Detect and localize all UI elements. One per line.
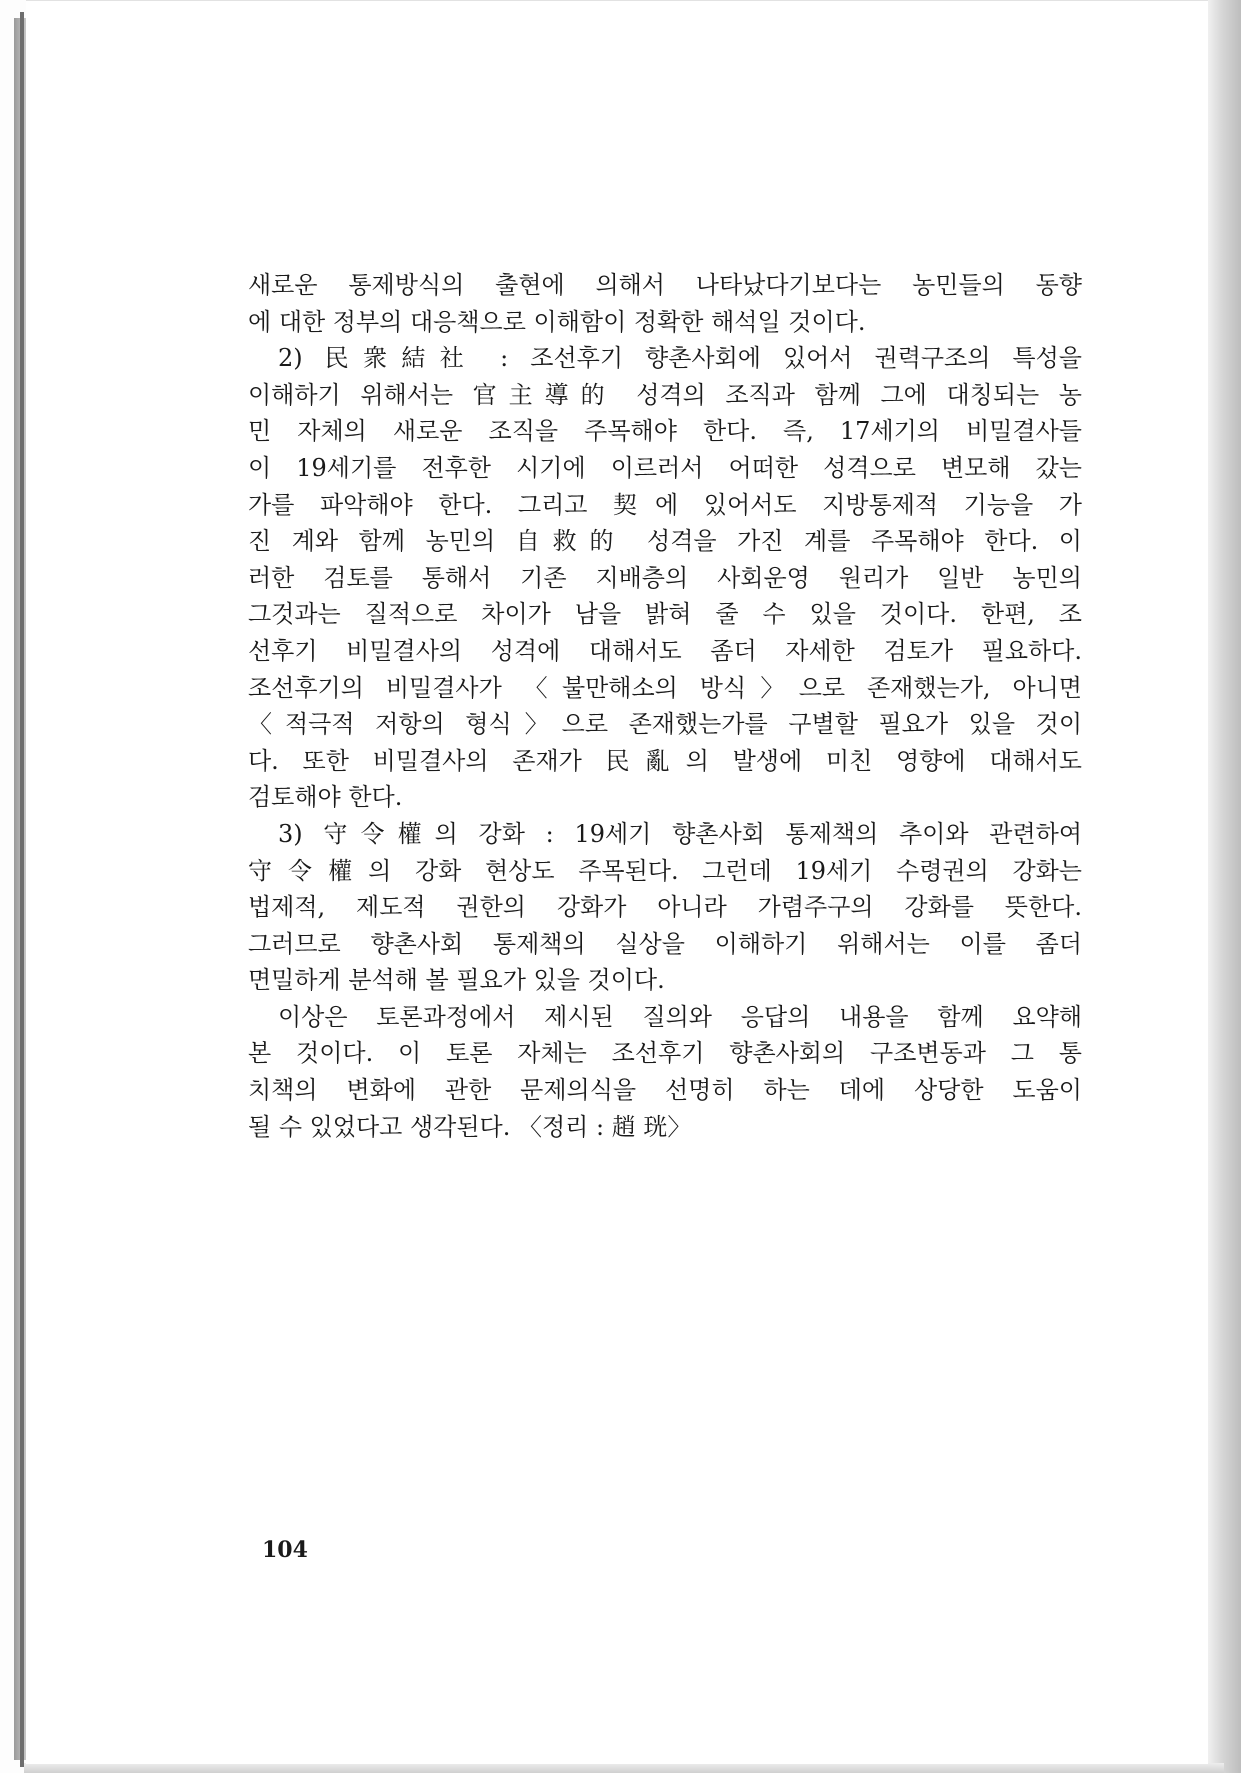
text-line: 민 자체의 새로운 조직을 주목해야 한다. 즉, 17세기의 비밀결사들 [248, 417, 1082, 446]
text-line: 새로운 통제방식의 출현에 의해서 나타났다기보다는 농민들의 동향 [248, 271, 1082, 299]
text-line: 검토해야 한다. [248, 783, 403, 812]
page-number: 104 [262, 1537, 308, 1563]
text-line: 러한 검토를 통해서 기존 지배층의 사회운영 원리가 일반 농민의 [248, 563, 1082, 592]
text-line: 그러므로 향촌사회 통제책의 실상을 이해하기 위해서는 이를 좀더 [248, 929, 1082, 958]
text-line: 〈적극적 저항의 형식〉으로 존재했는가를 구별할 필요가 있을 것이 [248, 710, 1082, 739]
text-line: 에 대한 정부의 대응책으로 이해함이 정확한 해석일 것이다. [248, 307, 866, 336]
text-line: 守令權의 강화 현상도 주목된다. 그런데 19세기 수령권의 강화는 [248, 856, 1082, 885]
text-line: 법제적, 제도적 권한의 강화가 아니라 가렴주구의 강화를 뜻한다. [248, 893, 1082, 922]
text-line: 가를 파악해야 한다. 그리고 契에 있어서도 지방통제적 기능을 가 [248, 490, 1082, 519]
text-line: 그것과는 질적으로 차이가 남을 밝혀 줄 수 있을 것이다. 한편, 조 [248, 600, 1082, 629]
text-line: 선후기 비밀결사의 성격에 대해서도 좀더 자세한 검토가 필요하다. [248, 636, 1082, 665]
text-line: 다. 또한 비밀결사의 존재가 民亂의 발생에 미친 영향에 대해서도 [248, 746, 1082, 775]
text-line: 이상은 토론과정에서 제시된 질의와 응답의 내용을 함께 요약해 [278, 1002, 1082, 1031]
body-text [248, 267, 1082, 1145]
text-line: 본 것이다. 이 토론 자체는 조선후기 향촌사회의 구조변동과 그 통 [248, 1039, 1082, 1068]
text-line: 될 수 있었다고 생각된다. 〈정리 : 趙 珖〉 [248, 1112, 692, 1141]
page-shadow-right [1207, 0, 1241, 1773]
text-line: 진 계와 함께 농민의 自救的 성격을 가진 계를 주목해야 한다. 이 [248, 527, 1082, 556]
text-line: 3) 守令權의 강화 : 19세기 향촌사회 통제책의 추이와 관련하여 [278, 819, 1082, 848]
text-line: 2) 民衆結社 : 조선후기 향촌사회에 있어서 권력구조의 특성을 [278, 344, 1082, 373]
text-line: 면밀하게 분석해 볼 필요가 있을 것이다. [248, 966, 665, 995]
text-line: 이해하기 위해서는 官主導的 성격의 조직과 함께 그에 대칭되는 농 [248, 380, 1082, 409]
page-stack-line [20, 12, 24, 1767]
text-line: 치책의 변화에 관한 문제의식을 선명히 하는 데에 상당한 도움이 [248, 1076, 1082, 1105]
page-shadow-bottom [24, 1763, 1224, 1773]
text-line: 이 19세기를 전후한 시기에 이르러서 어떠한 성격으로 변모해 갔는 [248, 453, 1082, 482]
text-line: 조선후기의 비밀결사가 〈불만해소의 방식〉으로 존재했는가, 아니면 [248, 673, 1082, 702]
